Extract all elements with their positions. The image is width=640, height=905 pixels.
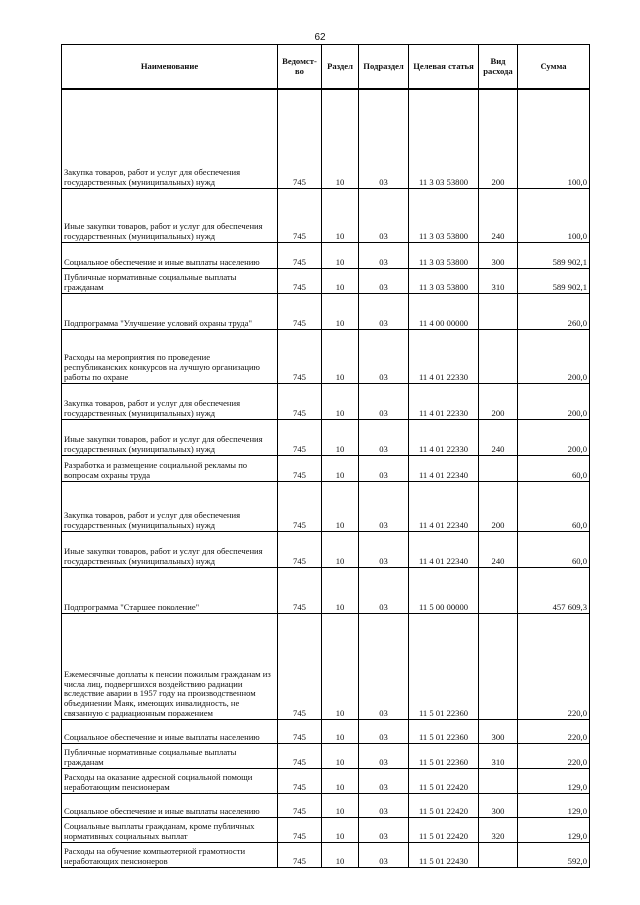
page-number: 62	[314, 32, 326, 43]
cell-expense-type: 200	[479, 383, 518, 419]
cell-amount: 200,0	[518, 329, 590, 383]
cell-department: 745	[278, 567, 322, 613]
cell-target-item: 11 5 01 22420	[409, 793, 479, 817]
cell-name: Публичные нормативные социальные выплаты гражданам	[62, 743, 278, 768]
table-row	[62, 89, 590, 188]
cell-section: 10	[322, 817, 359, 842]
cell-section: 10	[322, 455, 359, 481]
cell-amount: 592,0	[518, 842, 590, 867]
cell-target-item: 11 4 01 22330	[409, 419, 479, 455]
cell-name: Подпрограмма "Старшее поколение"	[62, 567, 278, 613]
cell-name: Социальное обеспечение и иные выплаты населению	[62, 242, 278, 268]
cell-subsection: 03	[359, 768, 409, 793]
cell-target-item: 11 5 01 22430	[409, 842, 479, 867]
cell-amount: 200,0	[518, 419, 590, 455]
cell-target-item: 11 4 01 22330	[409, 383, 479, 419]
cell-target-item: 11 3 03 53800	[409, 242, 479, 268]
cell-section: 10	[322, 242, 359, 268]
cell-amount: 129,0	[518, 768, 590, 793]
cell-expense-type	[479, 842, 518, 867]
cell-subsection: 03	[359, 567, 409, 613]
cell-amount: 220,0	[518, 719, 590, 743]
cell-target-item: 11 5 01 22360	[409, 613, 479, 719]
cell-amount: 100,0	[518, 89, 590, 188]
cell-target-item: 11 3 03 53800	[409, 89, 479, 188]
cell-target-item: 11 5 01 22420	[409, 768, 479, 793]
cell-name: Расходы на оказание адресной социальной помощи неработающим пенсионерам	[62, 768, 278, 793]
table-row	[62, 531, 590, 567]
cell-section: 10	[322, 793, 359, 817]
table-row	[62, 768, 590, 793]
cell-department: 745	[278, 768, 322, 793]
cell-subsection: 03	[359, 613, 409, 719]
cell-amount: 260,0	[518, 293, 590, 329]
cell-name: Иные закупки товаров, работ и услуг для обеспечения государственных (муниципальных) нужд	[62, 188, 278, 242]
table-row	[62, 743, 590, 768]
cell-target-item: 11 5 00 00000	[409, 567, 479, 613]
table-row	[62, 242, 590, 268]
cell-department: 745	[278, 743, 322, 768]
cell-name: Разработка и размещение социальной рекламы по вопросам охраны труда	[62, 455, 278, 481]
cell-name: Закупка товаров, работ и услуг для обеспечения государственных (муниципальных) нужд	[62, 383, 278, 419]
cell-expense-type	[479, 768, 518, 793]
cell-name: Ежемесячные доплаты к пенсии пожилым гражданам из числа лиц, подвергшихся воздействию радиации вследствие аварии в 1957 году на производственном объединении Маяк, имеющих инвалидность, не связанную с радиационным поражением	[62, 613, 278, 719]
table-row	[62, 567, 590, 613]
cell-name: Социальное обеспечение и иные выплаты населению	[62, 793, 278, 817]
cell-section: 10	[322, 419, 359, 455]
cell-name: Публичные нормативные социальные выплаты гражданам	[62, 268, 278, 293]
cell-department: 745	[278, 383, 322, 419]
cell-target-item: 11 3 03 53800	[409, 188, 479, 242]
table-row	[62, 719, 590, 743]
cell-expense-type	[479, 613, 518, 719]
cell-section: 10	[322, 613, 359, 719]
cell-subsection: 03	[359, 329, 409, 383]
cell-section: 10	[322, 383, 359, 419]
cell-subsection: 03	[359, 481, 409, 531]
cell-name: Расходы на обучение компьютерной грамотности неработающих пенсионеров	[62, 842, 278, 867]
cell-expense-type: 240	[479, 531, 518, 567]
cell-subsection: 03	[359, 455, 409, 481]
cell-target-item: 11 4 01 22340	[409, 531, 479, 567]
cell-subsection: 03	[359, 743, 409, 768]
cell-department: 745	[278, 455, 322, 481]
header-department: Ведомст-во	[278, 45, 322, 90]
cell-name: Закупка товаров, работ и услуг для обеспечения государственных (муниципальных) нужд	[62, 481, 278, 531]
cell-department: 745	[278, 719, 322, 743]
cell-expense-type: 300	[479, 793, 518, 817]
cell-department: 745	[278, 842, 322, 867]
cell-amount: 100,0	[518, 188, 590, 242]
cell-section: 10	[322, 89, 359, 188]
cell-amount: 129,0	[518, 817, 590, 842]
budget-table	[61, 44, 590, 868]
cell-subsection: 03	[359, 293, 409, 329]
table-row	[62, 383, 590, 419]
cell-expense-type: 310	[479, 743, 518, 768]
cell-department: 745	[278, 188, 322, 242]
cell-target-item: 11 5 01 22420	[409, 817, 479, 842]
table-row	[62, 455, 590, 481]
cell-name: Иные закупки товаров, работ и услуг для обеспечения государственных (муниципальных) нужд	[62, 419, 278, 455]
cell-amount: 589 902,1	[518, 268, 590, 293]
cell-amount: 200,0	[518, 383, 590, 419]
cell-subsection: 03	[359, 383, 409, 419]
cell-amount: 60,0	[518, 531, 590, 567]
cell-department: 745	[278, 531, 322, 567]
table-row	[62, 419, 590, 455]
cell-subsection: 03	[359, 89, 409, 188]
cell-target-item: 11 4 00 00000	[409, 293, 479, 329]
cell-section: 10	[322, 188, 359, 242]
cell-amount: 129,0	[518, 793, 590, 817]
cell-department: 745	[278, 419, 322, 455]
cell-department: 745	[278, 329, 322, 383]
cell-section: 10	[322, 481, 359, 531]
header-row	[62, 45, 590, 90]
cell-expense-type: 300	[479, 242, 518, 268]
cell-subsection: 03	[359, 817, 409, 842]
header-expense-type: Вид расхода	[479, 45, 518, 90]
table-row	[62, 268, 590, 293]
table-row	[62, 481, 590, 531]
cell-subsection: 03	[359, 419, 409, 455]
cell-department: 745	[278, 481, 322, 531]
header-amount: Сумма	[518, 45, 590, 90]
cell-target-item: 11 4 01 22340	[409, 455, 479, 481]
cell-expense-type	[479, 455, 518, 481]
cell-expense-type	[479, 329, 518, 383]
cell-amount: 60,0	[518, 455, 590, 481]
cell-subsection: 03	[359, 719, 409, 743]
cell-expense-type: 240	[479, 419, 518, 455]
cell-name: Расходы на мероприятия по проведение республиканских конкурсов на лучшую организацию работы по охране	[62, 329, 278, 383]
cell-amount: 457 609,3	[518, 567, 590, 613]
cell-expense-type: 320	[479, 817, 518, 842]
cell-section: 10	[322, 842, 359, 867]
table-row	[62, 817, 590, 842]
cell-department: 745	[278, 89, 322, 188]
cell-expense-type: 240	[479, 188, 518, 242]
cell-expense-type: 300	[479, 719, 518, 743]
cell-amount: 220,0	[518, 613, 590, 719]
cell-subsection: 03	[359, 188, 409, 242]
cell-expense-type: 310	[479, 268, 518, 293]
cell-target-item: 11 5 01 22360	[409, 743, 479, 768]
cell-section: 10	[322, 567, 359, 613]
cell-section: 10	[322, 329, 359, 383]
cell-subsection: 03	[359, 793, 409, 817]
cell-subsection: 03	[359, 242, 409, 268]
table-row	[62, 188, 590, 242]
cell-name: Иные закупки товаров, работ и услуг для обеспечения государственных (муниципальных) нужд	[62, 531, 278, 567]
table-row	[62, 842, 590, 867]
cell-section: 10	[322, 719, 359, 743]
cell-section: 10	[322, 743, 359, 768]
cell-expense-type	[479, 293, 518, 329]
cell-department: 745	[278, 817, 322, 842]
cell-subsection: 03	[359, 531, 409, 567]
cell-amount: 589 902,1	[518, 242, 590, 268]
cell-target-item: 11 4 01 22330	[409, 329, 479, 383]
cell-target-item: 11 4 01 22340	[409, 481, 479, 531]
header-target-item: Целевая статья	[409, 45, 479, 90]
cell-expense-type	[479, 567, 518, 613]
cell-amount: 60,0	[518, 481, 590, 531]
header-name: Наименование	[62, 45, 278, 90]
header-section: Раздел	[322, 45, 359, 90]
header-subsection: Подраздел	[359, 45, 409, 90]
cell-name: Закупка товаров, работ и услуг для обеспечения государственных (муниципальных) нужд	[62, 89, 278, 188]
cell-department: 745	[278, 613, 322, 719]
cell-section: 10	[322, 531, 359, 567]
cell-department: 745	[278, 293, 322, 329]
cell-section: 10	[322, 293, 359, 329]
cell-name: Социальные выплаты гражданам, кроме публичных нормативных социальных выплат	[62, 817, 278, 842]
cell-section: 10	[322, 768, 359, 793]
cell-target-item: 11 5 01 22360	[409, 719, 479, 743]
cell-name: Подпрограмма "Улучшение условий охраны труда"	[62, 293, 278, 329]
table-row	[62, 613, 590, 719]
cell-department: 745	[278, 268, 322, 293]
cell-department: 745	[278, 793, 322, 817]
cell-amount: 220,0	[518, 743, 590, 768]
table-row	[62, 293, 590, 329]
cell-section: 10	[322, 268, 359, 293]
cell-target-item: 11 3 03 53800	[409, 268, 479, 293]
cell-expense-type: 200	[479, 89, 518, 188]
cell-subsection: 03	[359, 268, 409, 293]
table-row	[62, 793, 590, 817]
cell-name: Социальное обеспечение и иные выплаты населению	[62, 719, 278, 743]
table-row	[62, 329, 590, 383]
cell-department: 745	[278, 242, 322, 268]
cell-subsection: 03	[359, 842, 409, 867]
cell-expense-type: 200	[479, 481, 518, 531]
